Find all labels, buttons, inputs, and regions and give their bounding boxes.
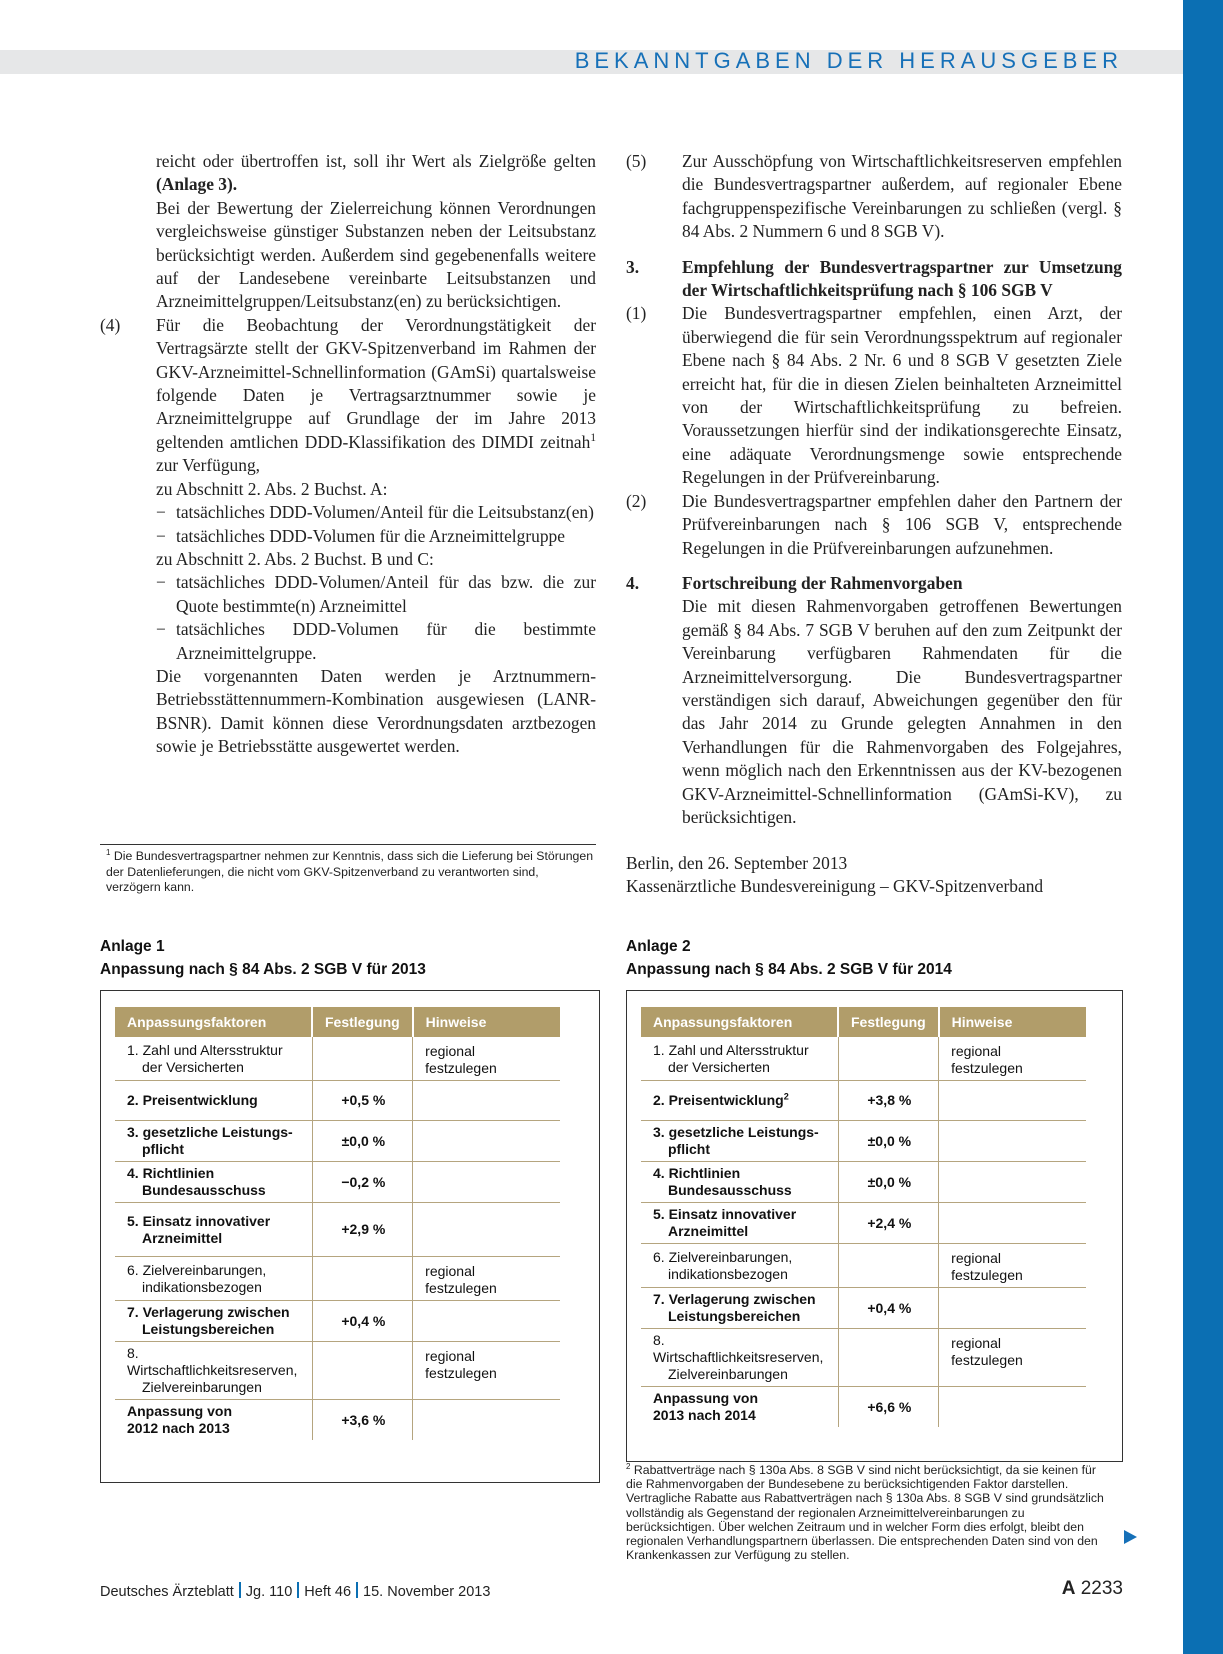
value-cell: ±0,0 % — [312, 1121, 413, 1162]
anlage-2-heading — [626, 935, 952, 981]
table-row — [115, 1257, 560, 1301]
table-row — [115, 1400, 560, 1441]
factor-cell: 6. Zielvereinbarungen, indikationsbezogen — [641, 1244, 838, 1288]
table-row — [641, 1121, 1086, 1162]
signatories: Kassenärztliche Bundesvereinigung – GKV-Spitzenverband — [626, 876, 1044, 897]
value-cell: +2,9 % — [312, 1203, 413, 1257]
factor-cell: 2. Preisentwicklung$^2$ — [641, 1081, 838, 1121]
factor-cell: Anpassung von 2013 nach 2014 — [653, 1390, 759, 1423]
col-header: Festlegung — [838, 1007, 939, 1037]
volume: Jg. 110 — [245, 1584, 293, 1600]
anlage-title: Anpassung nach § 84 Abs. 2 SGB V für 2013 — [100, 961, 426, 978]
section-3-heading: 3. Empfehlung der Bundesvertragspartner zur Umsetzung der Wirtschaftlichkeitsprüfung nach § 106 SGB V — [626, 256, 1122, 301]
section-number: 3. — [626, 256, 640, 277]
note-cell — [413, 1081, 560, 1121]
footnote-2: $^2$ Rabattverträge nach § 130a Abs. 8 SGB V sind nicht berücksichtigt, da sie keinen für die Rahmenvorgaben der Bundesebene zu berücksichtigenden Faktor darstellen. Vertragliche Rabatte aus Rabattverträgen nach § 130a Abs. 8 SGB V sind grundsätzlich vollständig als Gegenstand der regionalen Arzneimittelvereinbarungen zu berücksichtigen. Über welchen Zeitraum und in welcher Form dies erfolgt, bleibt den regionalen Verhandlungspartnern überlassen. Die entsprechenden Daten sind von den Krankenkassen zur Verfügung zu stellen. — [626, 1461, 1104, 1563]
factor-cell: 4. Richtlinien Bundesausschuss — [641, 1162, 838, 1203]
subheading-bc: zu Abschnitt 2. Abs. 2 Buchst. B und C: — [156, 548, 434, 569]
right-column — [626, 150, 1122, 829]
anlage-1-table — [115, 1007, 560, 1440]
page-number: A 2233 — [1061, 1578, 1123, 1599]
item-number: (2) — [626, 490, 647, 511]
note-cell — [413, 1203, 560, 1257]
value-cell: ±0,0 % — [838, 1121, 939, 1162]
factor-cell: 1. Zahl und Altersstruktur der Versicherten — [641, 1037, 838, 1081]
value-cell: −0,2 % — [312, 1162, 413, 1203]
paragraph-continued: reicht oder übertroffen ist, soll ihr Wert als Zielgröße gelten (Anlage 3). — [156, 151, 596, 195]
value-cell: +2,4 % — [838, 1203, 939, 1244]
table-row — [115, 1081, 560, 1121]
dash-item: − tatsächliches DDD-Volumen für die Arzneimittelgruppe — [156, 525, 565, 546]
factor-cell: 8. Wirtschaftlichkeitsreserven, Zielvereinbarungen — [641, 1329, 838, 1387]
factor-cell: 7. Verlagerung zwischen Leistungsbereichen — [641, 1288, 838, 1329]
table-row — [641, 1387, 1086, 1428]
table-row — [641, 1244, 1086, 1288]
value-cell: +0,4 % — [838, 1288, 939, 1329]
issue-date: 15. November 2013 — [363, 1584, 491, 1600]
value-cell: +3,8 % — [838, 1081, 939, 1121]
factor-cell: 2. Preisentwicklung — [115, 1081, 312, 1121]
table-row — [641, 1081, 1086, 1121]
value-cell: +3,6 % — [312, 1400, 413, 1441]
item-4: (4) Für die Beobachtung der Verordnungstätigkeit der Vertragsärzte stellt der GKV-Spitzenverband im Rahmen der GKV-Arzneimittel-Schnellinformation (GAmSi) quartalsweise folgende Daten je Vertragsarztnummer sowie je Arzneimittelgruppe auf Grundlage der im Jahre 2013 geltenden amtlichen DDD-Klassifikation des DIMDI zeitnah$^1$ zur Verfügung, — [100, 314, 596, 476]
issue: Heft 46 — [304, 1584, 352, 1600]
note-cell — [939, 1288, 1086, 1329]
table-row — [641, 1203, 1086, 1244]
journal-name: Deutsches Ärzteblatt — [100, 1584, 234, 1600]
dash-item: − tatsächliches DDD-Volumen für die bestimmte Arzneimittelgruppe. — [156, 619, 596, 663]
factor-cell: 6. Zielvereinbarungen, indikationsbezogen — [115, 1257, 312, 1301]
col-header: Hinweise — [939, 1007, 1086, 1037]
footnote-mark: 2 — [626, 1461, 631, 1471]
factor-cell: 5. Einsatz innovativer Arzneimittel — [115, 1203, 312, 1257]
item-number: (1) — [626, 303, 647, 324]
value-cell — [312, 1342, 413, 1400]
col-header: Hinweise — [413, 1007, 560, 1037]
factor-cell: 3. gesetzliche Leistungs- pflicht — [115, 1121, 312, 1162]
anlage-2-table — [641, 1007, 1086, 1427]
table-row — [641, 1288, 1086, 1329]
section-4-heading: 4. Fortschreibung der Rahmenvorgaben — [626, 572, 1122, 595]
table-row — [115, 1037, 560, 1081]
value-cell — [312, 1257, 413, 1301]
note-cell — [939, 1081, 1086, 1121]
factor-cell: 7. Verlagerung zwischen Leistungsbereichen — [115, 1301, 312, 1342]
footnote-mark: 1 — [106, 847, 111, 857]
col-header: Anpassungsfaktoren — [641, 1007, 838, 1037]
value-cell: +0,5 % — [312, 1081, 413, 1121]
note-cell — [413, 1400, 560, 1441]
section-header: BEKANNTGABEN DER HERAUSGEBER — [574, 48, 1123, 73]
side-color-bar — [1183, 0, 1223, 1654]
factor-cell: 5. Einsatz innovativer Arzneimittel — [641, 1203, 838, 1244]
factor-cell: 3. gesetzliche Leistungs- pflicht — [641, 1121, 838, 1162]
subheading-a: zu Abschnitt 2. Abs. 2 Buchst. A: — [156, 478, 388, 499]
note-cell — [939, 1162, 1086, 1203]
anlage-title: Anpassung nach § 84 Abs. 2 SGB V für 2014 — [626, 961, 952, 978]
value-cell — [838, 1037, 939, 1081]
factor-cell: 4. Richtlinien Bundesausschuss — [115, 1162, 312, 1203]
note-cell — [939, 1121, 1086, 1162]
value-cell — [838, 1244, 939, 1288]
item-number: (5) — [626, 151, 647, 171]
table-row — [641, 1037, 1086, 1081]
value-cell — [838, 1329, 939, 1387]
factor-cell: 8. Wirtschaftlichkeitsreserven, Zielvereinbarungen — [115, 1342, 312, 1400]
continue-arrow-icon — [1124, 1530, 1137, 1544]
section-3-item-1: (1) Die Bundesvertragspartner empfehlen, einen Arzt, der überwiegend die für sein Verordnungsspektrum auf regionaler Ebene nach § 84 Abs. 2 Nr. 6 und 8 SGB V gesetzten Ziele erreicht hat, für die in diesen Zielen beinhalteten Arzneimittel von der Wirtschaftlichkeitsprüfung zu befreien. Voraussetzungen hierfür sind der indikationsgerechte Einsatz, eine adäquate Verordnungsmenge sowie entsprechende Regelungen in der Prüfvereinbarung. — [626, 303, 1122, 488]
section-4-text: Die mit diesen Rahmenvorgaben getroffenen Bewertungen gemäß § 84 Abs. 7 SGB V beruhen auf den zum Zeitpunkt der Vereinbarung verfügbaren Rahmendaten für die Arzneimittelversorgung. Die Bundesvertragspartner verständigen sich darauf, Abweichungen gegenüber den für das Jahr 2014 zu Grunde gelegten Annahmen in den Verhandlungen für die Rahmenvorgaben des Folgejahres, wenn möglich nach den Erkenntnissen aus der KV-bezogenen GKV-Arzneimittel-Schnellinformation (GAmSi-KV), zu berücksichtigen. — [682, 596, 1122, 827]
dash-item: − tatsächliches DDD-Volumen/Anteil für die Leitsubstanz(en) — [156, 502, 594, 523]
signature-block — [626, 852, 1043, 899]
value-cell: +6,6 % — [838, 1387, 939, 1428]
col-header: Anpassungsfaktoren — [115, 1007, 312, 1037]
col-header: Festlegung — [312, 1007, 413, 1037]
footer-citation — [100, 1582, 490, 1600]
item-number: (4) — [100, 314, 121, 335]
note-cell — [413, 1162, 560, 1203]
note-cell: regional festzulegen — [413, 1037, 560, 1081]
anlage-1-frame — [100, 990, 600, 1483]
paragraph-data: Die vorgenannten Daten werden je Arztnummern-Betriebsstättennummern-Kombination ausgewiesen (LANR-BSNR). Damit können diese Verordnungsdaten arztbezogen sowie je Betriebsstätte ausgewertet werden. — [156, 665, 596, 757]
table-row — [641, 1162, 1086, 1203]
value-cell: ±0,0 % — [838, 1162, 939, 1203]
factor-cell: Anpassung von 2012 nach 2013 — [127, 1403, 233, 1436]
anlage3-ref: (Anlage 3). — [156, 174, 238, 195]
item-5: (5) Zur Ausschöpfung von Wirtschaftlichkeitsreserven empfehlen die Bundesvertragspartner außerdem, auf regionaler Ebene fachgruppenspezifische Vereinbarungen zu schließen (vergl. § 84 Abs. 2 Nummern 6 und 8 SGB V). — [626, 151, 1122, 242]
table-row — [641, 1329, 1086, 1387]
place-date: Berlin, den 26. September 2013 — [626, 853, 848, 873]
section-3-item-2: (2) Die Bundesvertragspartner empfehlen daher den Partnern der Prüfvereinbarungen nach § 106 SGB V, entsprechende Regelungen in die Prüfvereinbarungen aufzunehmen. — [626, 490, 1122, 558]
value-cell: +0,4 % — [312, 1301, 413, 1342]
footnote-ref-1: 1 — [590, 432, 596, 445]
note-cell: regional festzulegen — [413, 1257, 560, 1301]
table-row — [115, 1162, 560, 1203]
note-cell: regional festzulegen — [939, 1329, 1086, 1387]
table-row — [115, 1342, 560, 1400]
anlage-2-frame — [626, 990, 1123, 1462]
footnote-1: $^1$ Die Bundesvertragspartner nehmen zur Kenntnis, dass sich die Lieferung bei Störungen der Datenlieferungen, die nicht vom GKV-Spitzenverband zu verantworten sind, verzögern kann. — [100, 844, 596, 896]
table-row — [115, 1121, 560, 1162]
note-cell: regional festzulegen — [939, 1037, 1086, 1081]
dash-item: − tatsächliches DDD-Volumen/Anteil für das bzw. die zur Quote bestimmte(n) Arzneimittel — [156, 572, 596, 616]
note-cell: regional festzulegen — [413, 1342, 560, 1400]
value-cell — [312, 1037, 413, 1081]
section-number: 4. — [626, 572, 640, 593]
anlage-label: Anlage 1 — [100, 938, 165, 955]
note-cell — [413, 1301, 560, 1342]
table-row — [115, 1203, 560, 1257]
paragraph-evaluation: Bei der Bewertung der Zielerreichung können Verordnungen vergleichsweise günstiger Substanzen neben der Leitsubstanz berücksichtigt werden. Außerdem sind gegebenenfalls weitere auf der Landesebene vereinbarte Leitsubstanzen und Arzneimittelgruppen/Leitsubstanz(en) zu berücksichtigen. — [156, 197, 596, 312]
anlage-1-heading — [100, 935, 426, 981]
note-cell — [413, 1121, 560, 1162]
left-column — [100, 150, 596, 759]
factor-cell: 1. Zahl und Altersstruktur der Versicherten — [115, 1037, 312, 1081]
note-cell — [939, 1203, 1086, 1244]
table-row — [115, 1301, 560, 1342]
note-cell — [939, 1387, 1086, 1428]
anlage-label: Anlage 2 — [626, 938, 691, 955]
note-cell: regional festzulegen — [939, 1244, 1086, 1288]
